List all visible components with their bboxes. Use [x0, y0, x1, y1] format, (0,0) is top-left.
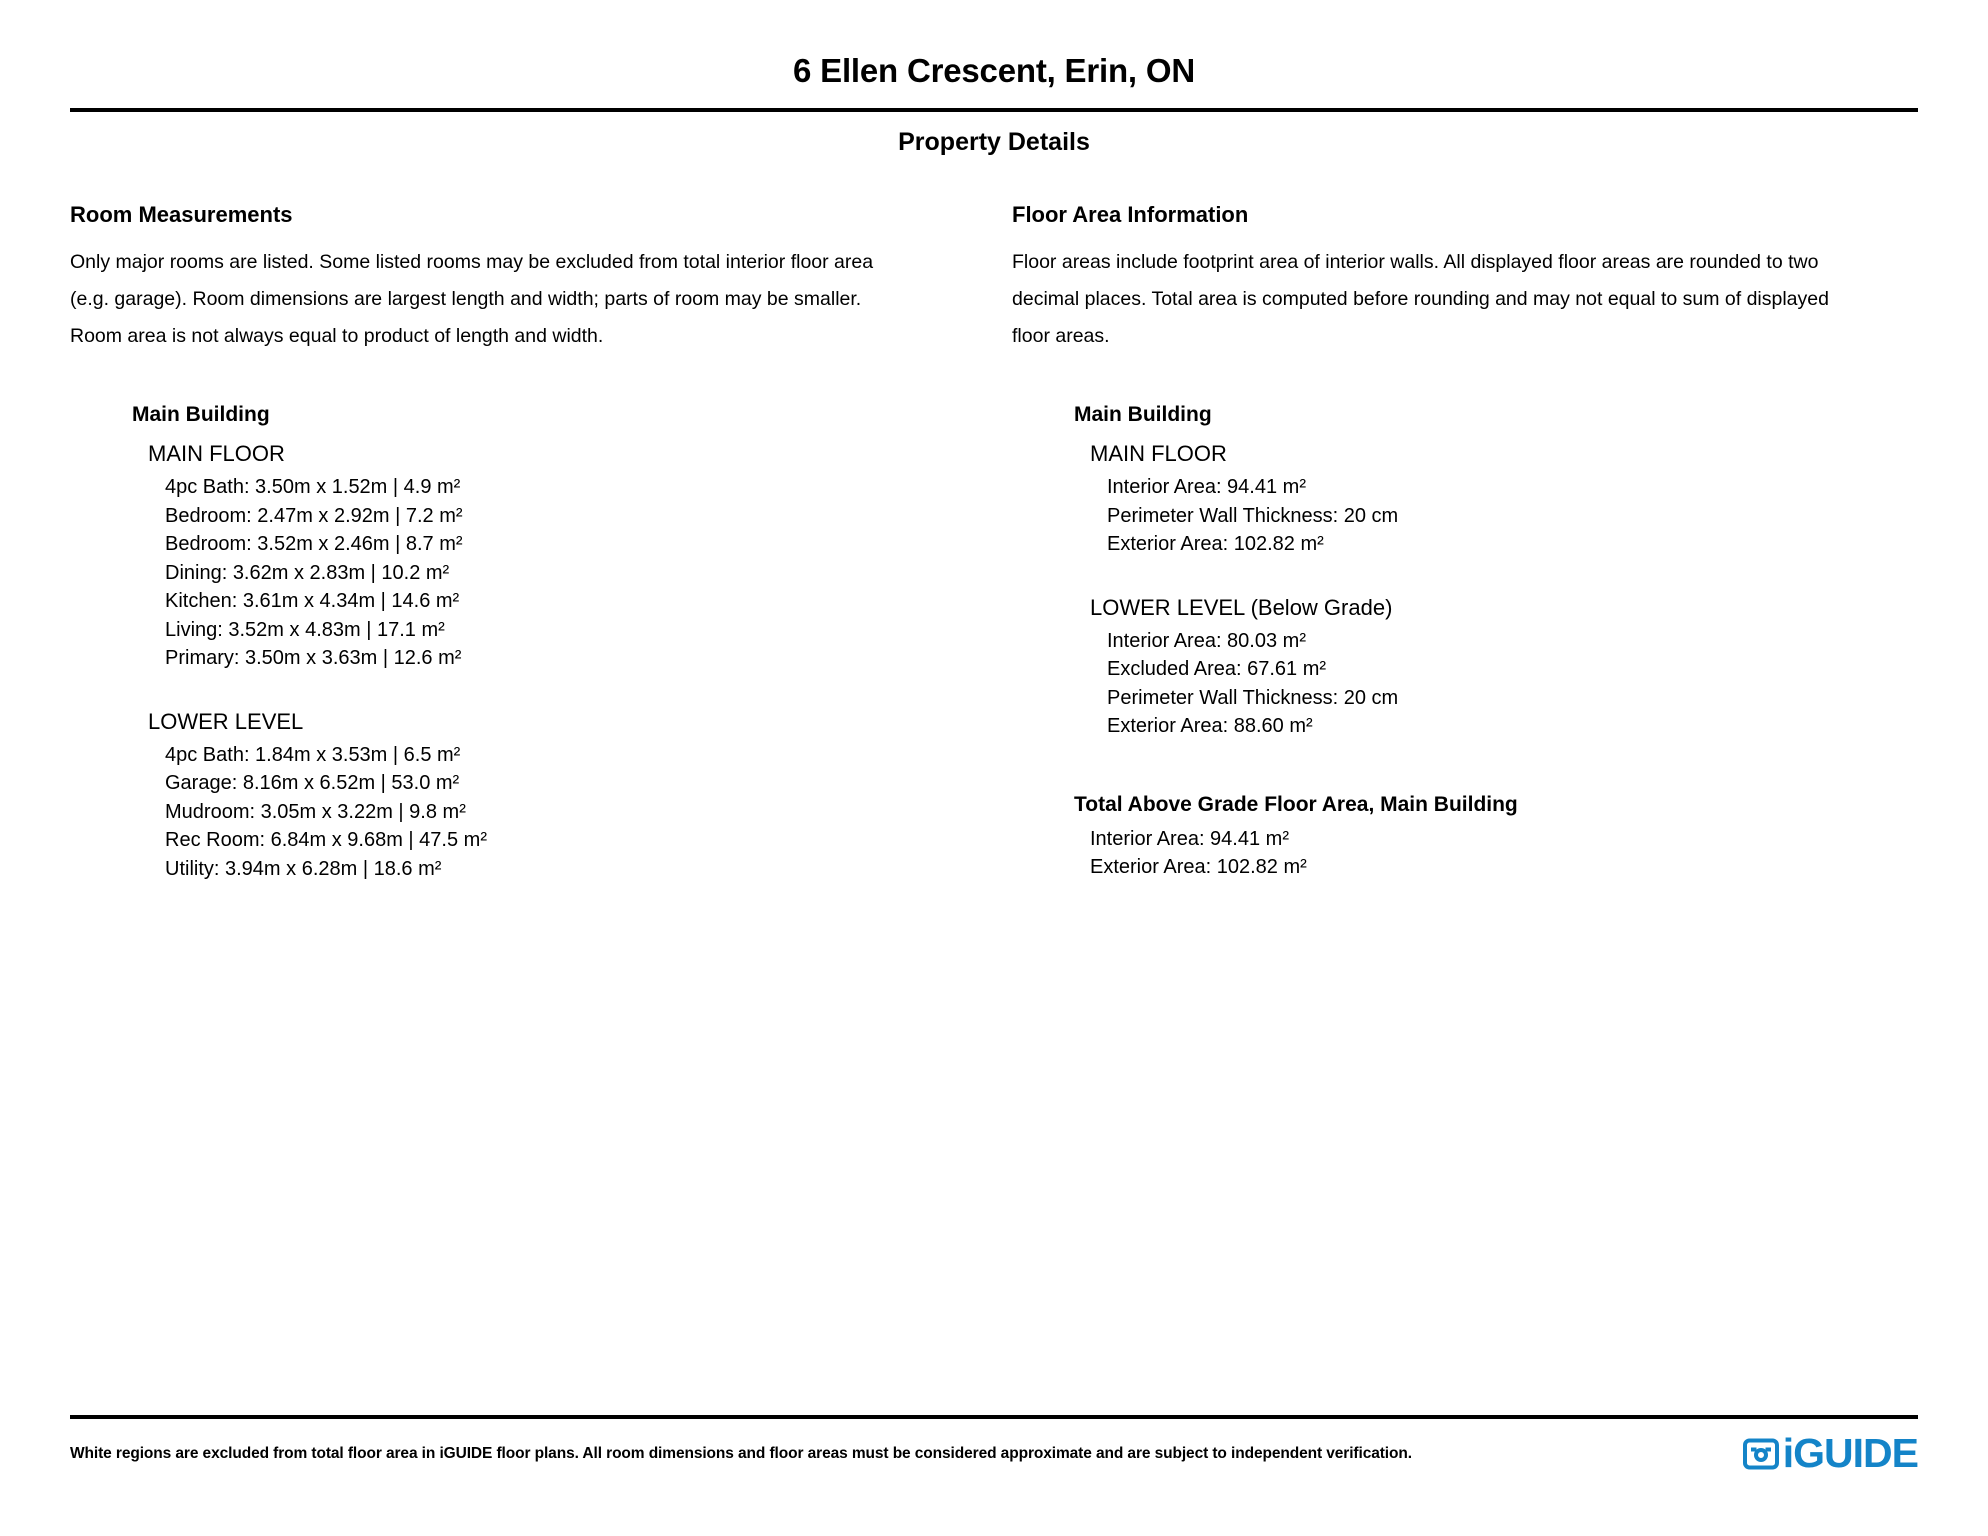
- total-above-grade-title: Total Above Grade Floor Area, Main Building: [1074, 792, 1518, 816]
- area-line: Interior Area: 80.03 m²: [1107, 629, 1306, 652]
- room-measurements-intro-line: Room area is not always equal to product of length and width.: [70, 325, 604, 348]
- footer-row: [70, 1430, 1918, 1476]
- room-line: Primary: 3.50m x 3.63m | 12.6 m²: [165, 647, 462, 670]
- page-footer: [70, 1415, 1918, 1474]
- footer-disclaimer: White regions are excluded from total floor area in iGUIDE floor plans. All room dimensions and floor areas must be considered approximate and are subject to independent verification.: [70, 1444, 1412, 1462]
- room-line: Mudroom: 3.05m x 3.22m | 9.8 m²: [165, 800, 466, 823]
- footer-divider: [70, 1415, 1918, 1419]
- room-line: Garage: 8.16m x 6.52m | 53.0 m²: [165, 772, 460, 795]
- room-line: Bedroom: 2.47m x 2.92m | 7.2 m²: [165, 504, 463, 527]
- area-line: Excluded Area: 67.61 m²: [1107, 658, 1327, 681]
- area-block-lower-level: [1012, 595, 1918, 741]
- iguide-camera-icon: [1742, 1435, 1780, 1473]
- content-columns: [70, 202, 1918, 883]
- iguide-wordmark: iGUIDE: [1782, 1430, 1918, 1476]
- page-subtitle: Property Details: [898, 128, 1090, 157]
- area-block-main-floor: [1012, 441, 1918, 559]
- floor-area-heading: Floor Area Information: [1012, 202, 1249, 228]
- room-measurements-intro-line: Only major rooms are listed. Some listed rooms may be excluded from total interior floor area: [70, 251, 874, 274]
- building-name: Main Building: [132, 403, 270, 427]
- floor-name: LOWER LEVEL: [148, 708, 304, 734]
- total-above-grade-block: [1012, 793, 1918, 882]
- room-line: Utility: 3.94m x 6.28m | 18.6 m²: [165, 857, 442, 880]
- right-building-block: [1012, 403, 1918, 741]
- room-line: Kitchen: 3.61m x 4.34m | 14.6 m²: [165, 590, 460, 613]
- area-line: Exterior Area: 102.82 m²: [1107, 533, 1324, 556]
- room-line: Dining: 3.62m x 2.83m | 10.2 m²: [165, 561, 450, 584]
- floor-area-intro-line: Floor areas include footprint area of interior walls. All displayed floor areas are rounded to two: [1012, 251, 1819, 274]
- area-line: Perimeter Wall Thickness: 20 cm: [1107, 504, 1399, 527]
- area-line: Exterior Area: 88.60 m²: [1107, 715, 1313, 738]
- floor-name: MAIN FLOOR: [148, 441, 285, 467]
- room-measurements-intro-line: (e.g. garage). Room dimensions are largest length and width; parts of room may be smaller.: [70, 288, 862, 311]
- page-title: 6 Ellen Crescent, Erin, ON: [793, 52, 1195, 89]
- room-line: Living: 3.52m x 4.83m | 17.1 m²: [165, 618, 445, 641]
- area-line: Interior Area: 94.41 m²: [1107, 476, 1306, 499]
- room-line: 4pc Bath: 3.50m x 1.52m | 4.9 m²: [165, 476, 461, 499]
- floor-name: MAIN FLOOR: [1090, 441, 1227, 467]
- total-area-line: Interior Area: 94.41 m²: [1090, 827, 1289, 850]
- room-line: Rec Room: 6.84m x 9.68m | 47.5 m²: [165, 829, 487, 852]
- floor-name: LOWER LEVEL (Below Grade): [1090, 594, 1393, 620]
- room-measurements-column: [70, 202, 994, 883]
- floor-area-intro-line: decimal places. Total area is computed before rounding and may not equal to sum of displayed: [1012, 288, 1829, 311]
- floor-area-column: [994, 202, 1918, 883]
- room-measurements-heading: Room Measurements: [70, 202, 293, 228]
- floor-area-intro-line: floor areas.: [1012, 325, 1110, 348]
- iguide-logo: [1742, 1430, 1918, 1476]
- left-building-block: [70, 403, 944, 883]
- room-line: Bedroom: 3.52m x 2.46m | 8.7 m²: [165, 533, 463, 556]
- total-area-line: Exterior Area: 102.82 m²: [1090, 856, 1307, 879]
- building-name: Main Building: [1074, 403, 1212, 427]
- floor-block-lower-level: [70, 709, 944, 884]
- area-line: Perimeter Wall Thickness: 20 cm: [1107, 686, 1399, 709]
- floor-block-main-floor: [70, 441, 944, 673]
- header-divider: [70, 108, 1918, 112]
- room-line: 4pc Bath: 1.84m x 3.53m | 6.5 m²: [165, 743, 461, 766]
